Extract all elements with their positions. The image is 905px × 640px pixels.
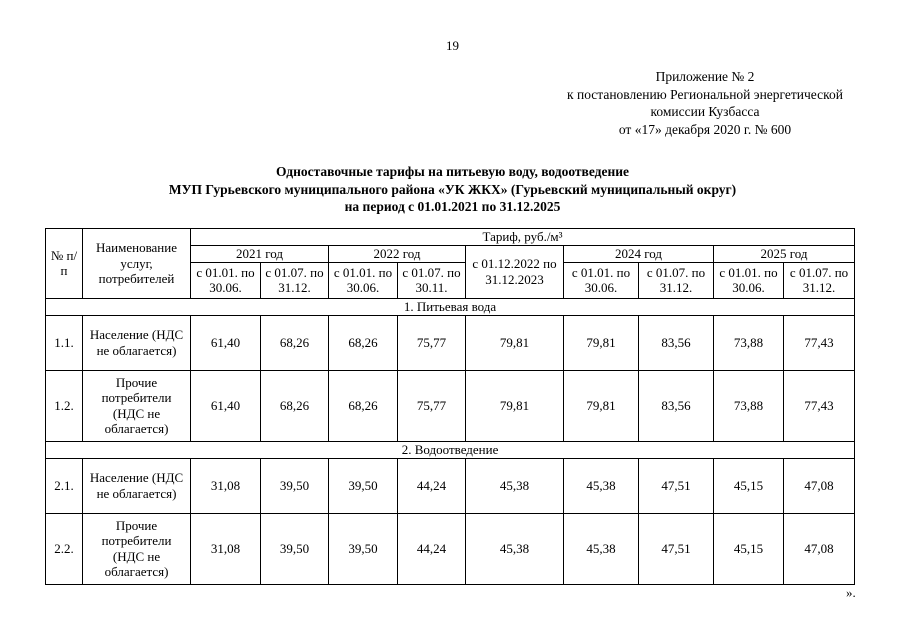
- section-title-wastewater: 2. Водоотведение: [46, 441, 855, 458]
- header-period-2023: с 01.12.2022 по 31.12.2023: [466, 246, 564, 299]
- title-line-3: на период с 01.01.2021 по 31.12.2025: [344, 199, 561, 214]
- closing-quote-mark: ».: [846, 585, 856, 600]
- row-consumer-name: Население (НДС не облагается): [83, 458, 191, 513]
- tariff-value: 73,88: [714, 370, 784, 441]
- header-year-2022: 2022 год: [329, 246, 466, 263]
- title-line-1: Одноставочные тарифы на питьевую воду, водоотведение: [275, 164, 630, 179]
- tariff-value: 45,38: [466, 458, 564, 513]
- appendix-line-1: Приложение № 2: [655, 69, 755, 84]
- row-index: 2.2.: [46, 513, 83, 584]
- page-number: 19: [446, 38, 459, 53]
- header-service-name: Наименование услуг, потребителей: [83, 229, 191, 299]
- tariff-value: 61,40: [191, 315, 261, 370]
- tariff-value: 45,15: [714, 458, 784, 513]
- tariff-value: 45,38: [466, 513, 564, 584]
- header-period: с 01.07. по 31.12.: [261, 262, 329, 298]
- appendix-reference: [540, 68, 870, 138]
- header-period: с 01.01. по 30.06.: [564, 262, 639, 298]
- tariff-value: 39,50: [329, 458, 398, 513]
- row-consumer-name: Прочие потребители (НДС не облагается): [83, 370, 191, 441]
- header-period: с 01.01. по 30.06.: [191, 262, 261, 298]
- document-title: [0, 163, 905, 216]
- header-period: с 01.07. по 31.12.: [784, 262, 855, 298]
- tariff-value: 45,38: [564, 513, 639, 584]
- tariff-value: 75,77: [398, 315, 466, 370]
- header-year-2021: 2021 год: [191, 246, 329, 263]
- tariff-table: [45, 228, 855, 585]
- header-tariff: Тариф, руб./м³: [191, 229, 855, 246]
- appendix-line-3: комиссии Кузбасса: [650, 104, 760, 119]
- tariff-value: 47,08: [784, 458, 855, 513]
- tariff-value: 47,51: [639, 513, 714, 584]
- tariff-value: 45,15: [714, 513, 784, 584]
- header-period: с 01.01. по 30.06.: [329, 262, 398, 298]
- tariff-value: 79,81: [466, 370, 564, 441]
- header-period: с 01.07. по 31.12.: [639, 262, 714, 298]
- tariff-value: 61,40: [191, 370, 261, 441]
- header-period: с 01.07. по 30.11.: [398, 262, 466, 298]
- tariff-value: 44,24: [398, 513, 466, 584]
- title-line-2: МУП Гурьевского муниципального района «УК ЖКХ» (Гурьевский муниципальный округ): [168, 181, 737, 197]
- tariff-value: 77,43: [784, 315, 855, 370]
- appendix-line-2: к постановлению Региональной энергетической: [567, 86, 843, 102]
- row-consumer-name: Население (НДС не облагается): [83, 315, 191, 370]
- tariff-value: 75,77: [398, 370, 466, 441]
- tariff-value: 39,50: [261, 513, 329, 584]
- tariff-value: 77,43: [784, 370, 855, 441]
- row-index: 2.1.: [46, 458, 83, 513]
- tariff-value: 45,38: [564, 458, 639, 513]
- table-row: [46, 315, 855, 370]
- tariff-value: 83,56: [639, 370, 714, 441]
- tariff-value: 47,08: [784, 513, 855, 584]
- tariff-value: 44,24: [398, 458, 466, 513]
- header-year-2025: 2025 год: [714, 246, 855, 263]
- tariff-value: 68,26: [261, 370, 329, 441]
- header-period: с 01.01. по 30.06.: [714, 262, 784, 298]
- tariff-value: 47,51: [639, 458, 714, 513]
- header-year-2024: 2024 год: [564, 246, 714, 263]
- tariff-value: 73,88: [714, 315, 784, 370]
- tariff-value: 68,26: [261, 315, 329, 370]
- tariff-value: 39,50: [261, 458, 329, 513]
- row-consumer-name: Прочие потребители (НДС не облагается): [83, 513, 191, 584]
- tariff-value: 79,81: [466, 315, 564, 370]
- tariff-value: 68,26: [329, 370, 398, 441]
- section-title-drinking-water: 1. Питьевая вода: [46, 298, 855, 315]
- table-row: [46, 370, 855, 441]
- tariff-value: 68,26: [329, 315, 398, 370]
- table-row: [46, 513, 855, 584]
- tariff-value: 31,08: [191, 513, 261, 584]
- appendix-line-4: от «17» декабря 2020 г. № 600: [618, 121, 792, 137]
- tariff-value: 83,56: [639, 315, 714, 370]
- tariff-value: 79,81: [564, 370, 639, 441]
- header-row-number: № п/п: [46, 229, 83, 299]
- row-index: 1.2.: [46, 370, 83, 441]
- tariff-value: 79,81: [564, 315, 639, 370]
- table-row: [46, 458, 855, 513]
- tariff-value: 39,50: [329, 513, 398, 584]
- tariff-value: 31,08: [191, 458, 261, 513]
- row-index: 1.1.: [46, 315, 83, 370]
